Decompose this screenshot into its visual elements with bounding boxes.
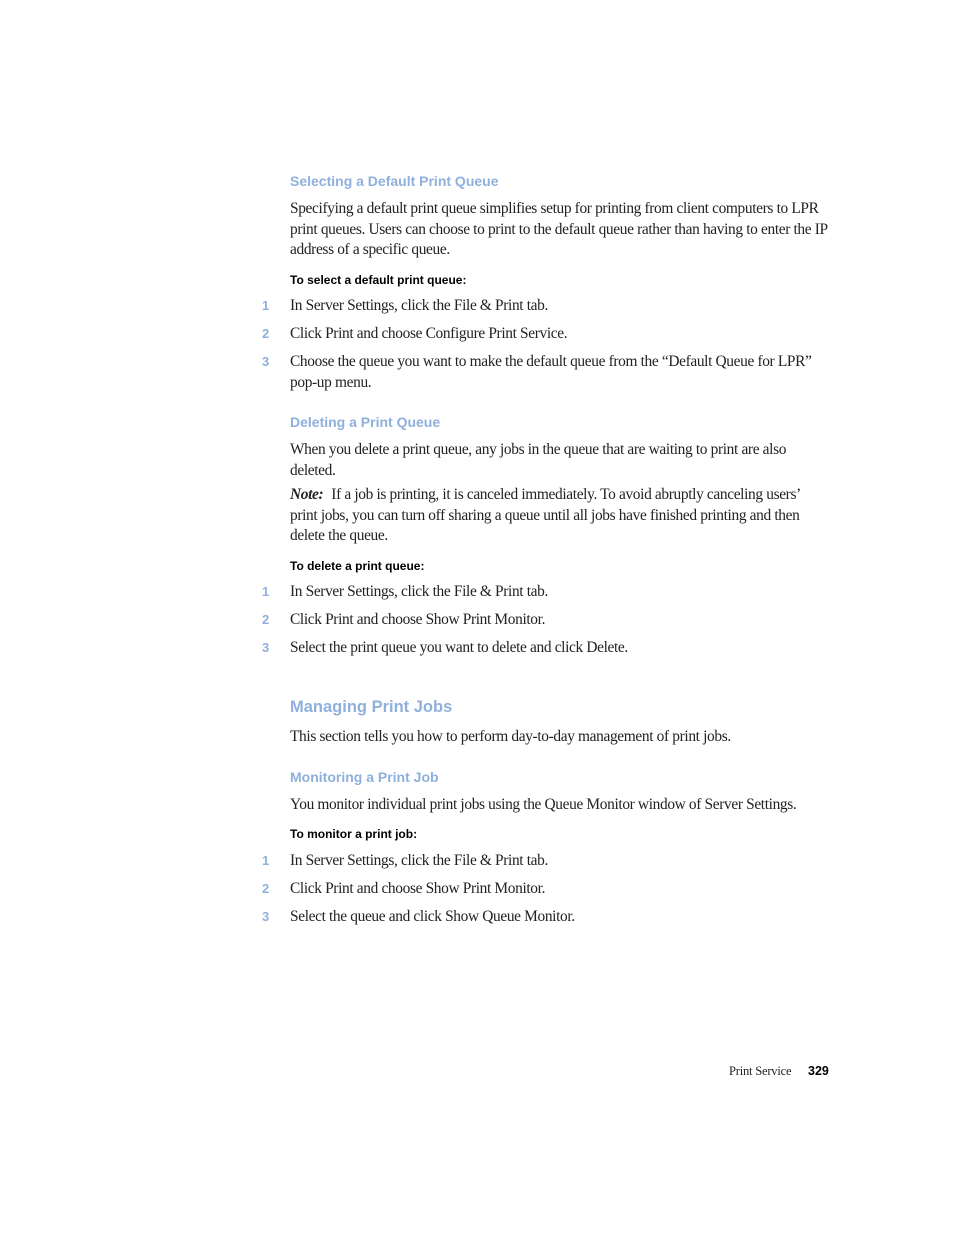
task-title: To select a default print queue: bbox=[290, 273, 467, 287]
section-intro: When you delete a print queue, any jobs in the queue that are waiting to print are also deleted. bbox=[290, 441, 787, 479]
step-number: 1 bbox=[262, 298, 270, 313]
footer-section-name: Print Service bbox=[729, 1064, 792, 1078]
page-number: 329 bbox=[808, 1064, 829, 1078]
step-number: 1 bbox=[262, 853, 270, 868]
section-heading: Deleting a Print Queue bbox=[290, 414, 441, 430]
section-heading: Selecting a Default Print Queue bbox=[290, 173, 499, 189]
task-title: To delete a print queue: bbox=[290, 559, 425, 573]
section-intro: You monitor individual print jobs using the Queue Monitor window of Server Settings. bbox=[290, 796, 797, 813]
section-intro: Specifying a default print queue simplifies setup for printing from client computers to LPR print queues. Users can choose to print to the default queue rather than having to enter the IP address of a specific queue. bbox=[290, 200, 828, 258]
step-number: 3 bbox=[262, 354, 270, 369]
step-number: 3 bbox=[262, 909, 270, 924]
step-text: Choose the queue you want to make the default queue from the “Default Queue for LPR” pop-up menu. bbox=[290, 353, 812, 391]
section-intro: This section tells you how to perform day-to-day management of print jobs. bbox=[290, 728, 731, 745]
step-number: 2 bbox=[262, 881, 270, 896]
step-text: Click Print and choose Show Print Monitor. bbox=[290, 880, 546, 897]
note-text: If a job is printing, it is canceled immediately. To avoid abruptly canceling users’ print jobs, you can turn off sharing a queue until all jobs have finished printing and then delete the queue. bbox=[290, 486, 800, 544]
step-text: Click Print and choose Show Print Monitor. bbox=[290, 611, 546, 628]
step-number: 2 bbox=[262, 612, 270, 627]
step-number: 1 bbox=[262, 584, 270, 599]
step-text: Select the queue and click Show Queue Monitor. bbox=[290, 908, 575, 925]
step-number: 2 bbox=[262, 326, 270, 341]
chapter-section-heading: Managing Print Jobs bbox=[290, 698, 453, 716]
step-text: In Server Settings, click the File & Print tab. bbox=[290, 297, 548, 314]
step-text: Select the print queue you want to delete and click Delete. bbox=[290, 639, 628, 656]
step-text: In Server Settings, click the File & Print tab. bbox=[290, 852, 548, 869]
step-number: 3 bbox=[262, 640, 270, 655]
note-label: Note: bbox=[290, 486, 324, 503]
step-text: Click Print and choose Configure Print Service. bbox=[290, 325, 568, 342]
step-text: In Server Settings, click the File & Print tab. bbox=[290, 583, 548, 600]
section-heading: Monitoring a Print Job bbox=[290, 769, 439, 785]
note-paragraph bbox=[290, 485, 830, 547]
task-title: To monitor a print job: bbox=[290, 827, 418, 841]
